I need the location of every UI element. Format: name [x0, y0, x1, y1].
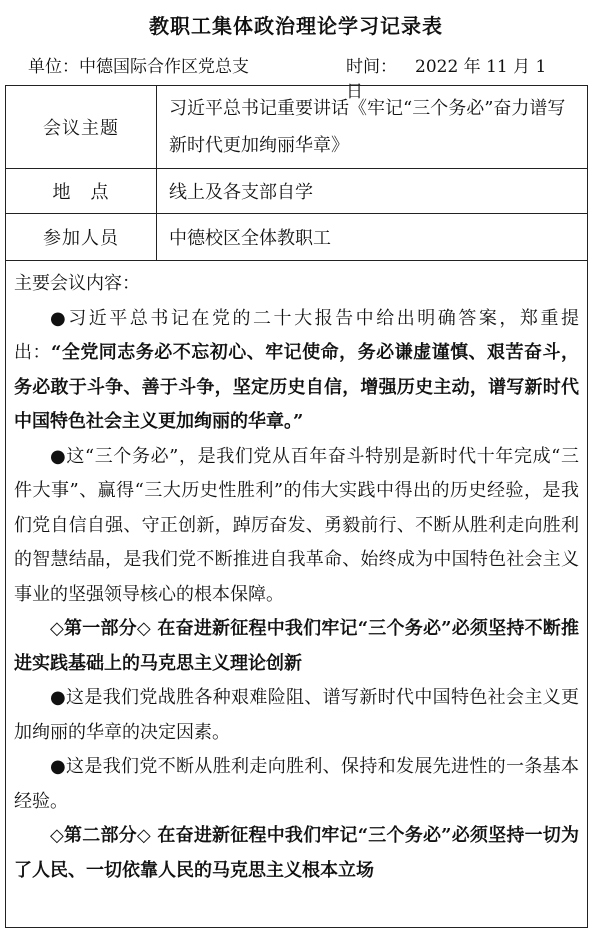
meeting-content — [6, 261, 588, 928]
section-1-title: ◇第一部分◇ 在奋进新征程中我们牢记“三个务必”必须坚持不断推进实践基础上的马克思主义理论创新 — [14, 618, 579, 674]
place-value: 线上及各支部自学 — [157, 169, 588, 214]
document-title: 教职工集体政治理论学习记录表 — [149, 14, 443, 38]
content-heading: 主要会议内容： — [14, 273, 140, 294]
record-table — [5, 85, 588, 928]
people-row — [6, 214, 588, 261]
paragraph-1-intro: ●习近平总书记在党的二十大报告中给出明确答案，郑重提出： — [14, 307, 579, 363]
section-2-title: ◇第二部分◇ 在奋进新征程中我们牢记“三个务必”必须坚持一切为了人民、一切依靠人民的马克思主义根本立场 — [14, 825, 579, 881]
time-value: 2022 年 11 月 1 日 — [346, 57, 547, 102]
section-1-paragraph-2: ●这是我们党不断从胜利走向胜利、保持和发展先进性的一条基本经验。 — [14, 756, 579, 812]
place-row — [6, 169, 588, 214]
people-label: 参加人员 — [6, 214, 157, 261]
paragraph-2: ●这“三个务必”，是我们党从百年奋斗特别是新时代十年完成“三件大事”、赢得“三大历史性胜利”的伟大实践中得出的历史经验，是我们党自信自强、守正创新，踔厉奋发、勇毅前行、不断从胜利走向胜利的智慧结晶，是我们党不断推进自我革命、始终成为中国特色社会主义事业的坚强领导核心的根本保障。 — [14, 445, 579, 605]
paragraph-1-quote: “全党同志务必不忘初心、牢记使命，务必谦虚谨慎、艰苦奋斗，务必敢于斗争、善于斗争，坚定历史自信，增强历史主动，谱写新时代中国特色社会主义更加绚丽的华章。” — [14, 342, 579, 432]
people-value: 中德校区全体教职工 — [157, 214, 588, 261]
topic-row — [6, 86, 588, 169]
unit-label: 单位：中德国际合作区党总支 — [28, 57, 249, 77]
place-label: 地 点 — [6, 169, 157, 214]
meta-line — [28, 52, 568, 102]
content-row — [6, 261, 588, 928]
topic-label: 会议主题 — [6, 86, 157, 169]
paragraph-1 — [14, 302, 579, 440]
section-1-paragraph-1: ●这是我们党战胜各种艰难险阻、谱写新时代中国特色社会主义更加绚丽的华章的决定因素。 — [14, 687, 579, 743]
time-label: 时间： — [346, 57, 397, 77]
topic-value: 习近平总书记重要讲话《牢记“三个务必”奋力谱写新时代更加绚丽华章》 — [157, 86, 588, 169]
